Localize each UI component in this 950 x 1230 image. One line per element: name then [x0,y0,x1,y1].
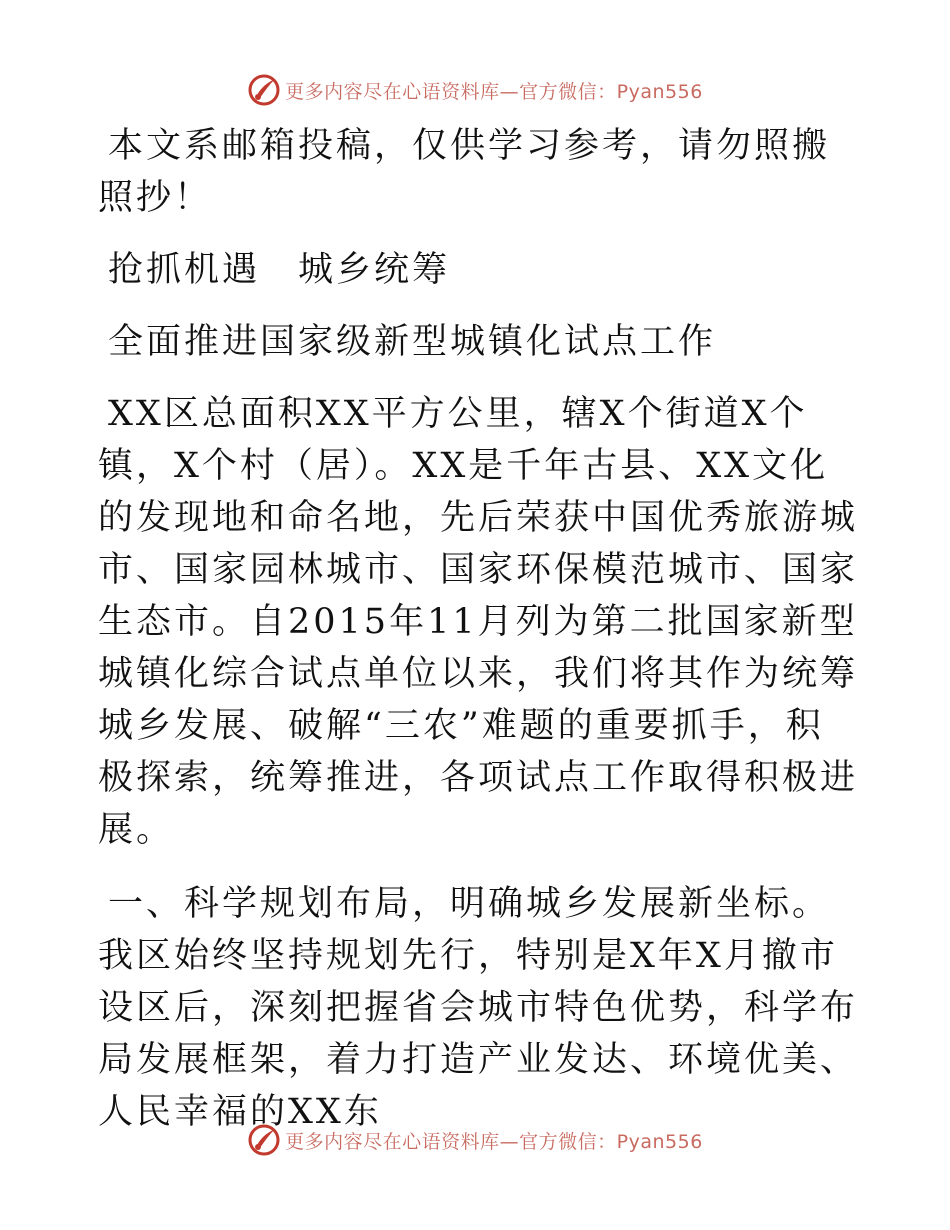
brush-logo-icon [247,73,281,107]
notice-text: 本文系邮箱投稿，仅供学习参考，请勿照搬照抄！ [98,126,831,218]
document-title: 抢抓机遇 城乡统筹 [108,250,451,290]
footer-watermark [0,1120,950,1160]
watermark-text: 更多内容尽在心语资料库—官方微信：Pyan556 [285,80,703,103]
watermark-text: 更多内容尽在心语资料库—官方微信：Pyan556 [285,1130,703,1153]
header-watermark [0,70,950,110]
document-body [98,120,858,1160]
document-subtitle: 全面推进国家级新型城镇化试点工作 [108,322,717,362]
body-paragraph: XX区总面积XX平方公里，辖X个街道X个镇，X个村（居）。XX是千年古县、XX文化的发现地和命名地，先后荣获中国优秀旅游城市、国家园林城市、国家环保模范城市、国家生态市。自2015年11月列为第二批国家新型城镇化综合试点单位以来，我们将其作为统筹城乡发展、破解“三农”难题的重要抓手，积极探索，统筹推进，各项试点工作取得积极进展。 [98,394,859,850]
brush-logo-icon [247,1123,281,1157]
body-paragraph: 一、科学规划布局，明确城乡发展新坐标。我区始终坚持规划先行，特别是X年X月撤市设区后，深刻把握省会城市特色优势，科学布局发展框架，着力打造产业发达、环境优美、人民幸福的XX东 [98,884,859,1132]
